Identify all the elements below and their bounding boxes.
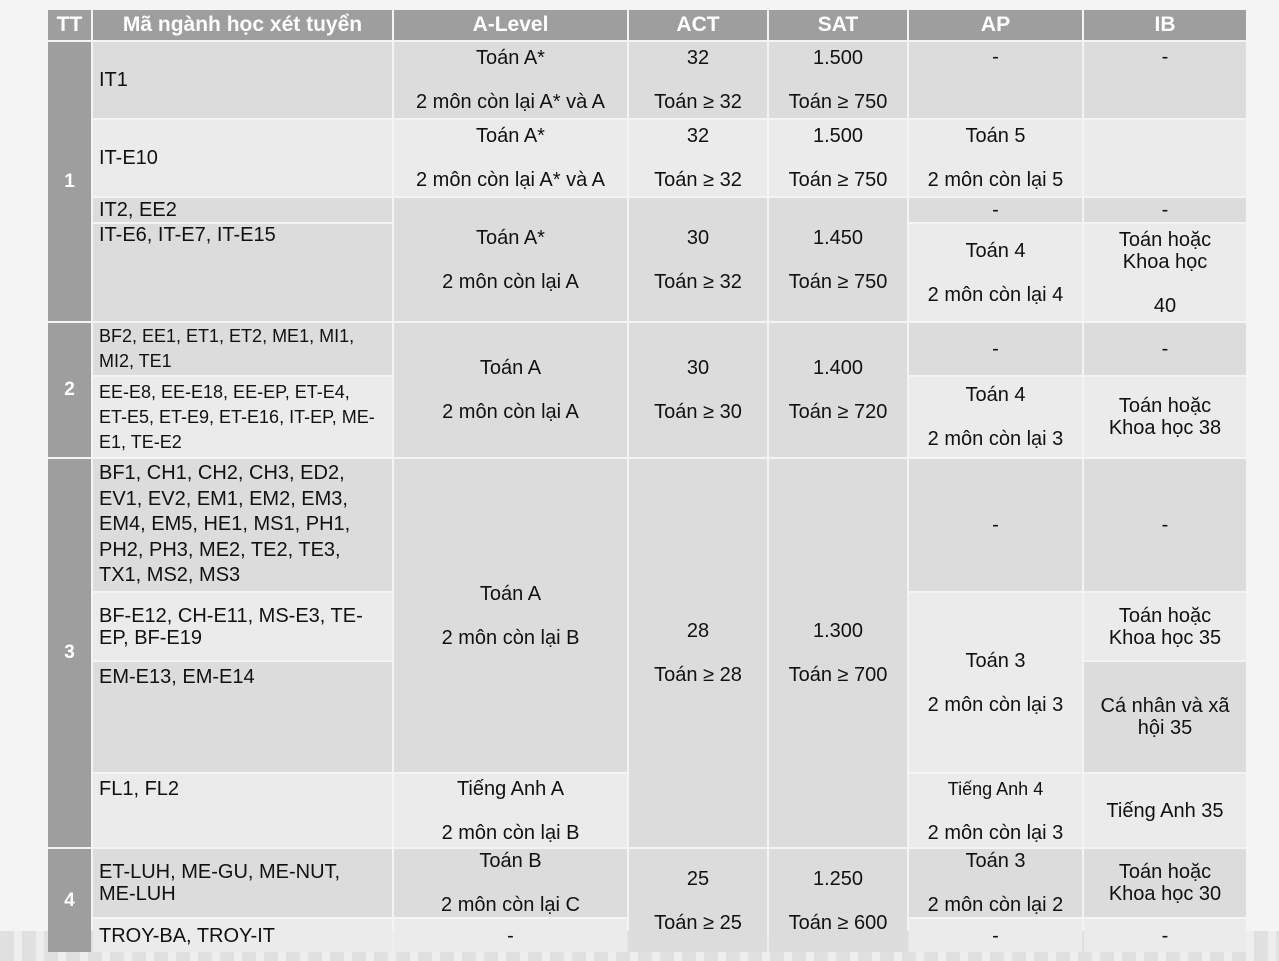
- ap-requirement: -: [992, 199, 999, 221]
- alevel-other: 2 môn còn lại A: [442, 401, 579, 423]
- ap-other: 2 môn còn lại 4: [927, 283, 1064, 306]
- ap-requirement: Toán 3: [965, 850, 1026, 872]
- ap-requirement: Tiếng Anh 4: [947, 778, 1044, 799]
- ib-other: 40: [1153, 294, 1177, 317]
- group-number: 2: [48, 323, 91, 457]
- ap-cell: [909, 849, 1082, 917]
- ib-cell: [1084, 919, 1246, 952]
- group-number: 4: [48, 849, 91, 952]
- ib-requirement: -: [1161, 338, 1169, 360]
- major-cell: IT-E6, IT-E7, IT-E15: [93, 224, 392, 321]
- sat-score: 1.400: [812, 357, 864, 379]
- act-cell: [629, 459, 767, 847]
- major-cell: BF2, EE1, ET1, ET2, ME1, MI1, MI2, TE1: [93, 323, 392, 375]
- act-math: Toán ≥ 32: [654, 270, 742, 293]
- ap-requirement: -: [992, 46, 999, 68]
- major-cell: TROY-BA, TROY-IT: [93, 919, 392, 952]
- act-math: Toán ≥ 30: [654, 401, 742, 423]
- alevel-requirement: Toán A*: [476, 125, 545, 147]
- header-ib: IB: [1084, 10, 1246, 40]
- ap-requirement: Toán 4: [965, 384, 1026, 406]
- ib-cell: [1084, 120, 1246, 196]
- sat-math: Toán ≥ 750: [788, 169, 888, 191]
- alevel-requirement: Toán A*: [476, 226, 545, 249]
- alevel-cell: [394, 42, 627, 118]
- act-score: 32: [686, 47, 710, 69]
- ap-other: 2 môn còn lại 5: [927, 169, 1064, 191]
- act-score: 25: [686, 867, 710, 890]
- ib-cell: [1084, 42, 1246, 118]
- ap-requirement: Toán 4: [965, 239, 1026, 262]
- sat-cell: [769, 198, 907, 321]
- alevel-cell: [394, 919, 627, 952]
- ib-requirement: Toán hoặc Khoa học 38: [1108, 395, 1222, 439]
- ib-cell: [1084, 774, 1246, 847]
- group-number: 1: [48, 42, 91, 321]
- alevel-other: 2 môn còn lại A: [442, 270, 579, 293]
- sat-cell: [769, 120, 907, 196]
- ib-requirement: Toán hoặc Khoa học: [1118, 228, 1212, 273]
- act-math: Toán ≥ 32: [654, 91, 742, 113]
- alevel-requirement: -: [507, 924, 514, 947]
- sat-cell: [769, 459, 907, 847]
- ap-cell: [909, 42, 1082, 118]
- act-math: Toán ≥ 25: [654, 911, 742, 934]
- act-score: 28: [686, 620, 710, 642]
- ap-cell: [909, 774, 1082, 847]
- alevel-cell: [394, 323, 627, 457]
- alevel-requirement: Tiếng Anh A: [456, 777, 565, 800]
- act-score: 30: [686, 226, 710, 249]
- act-score: 30: [686, 357, 710, 379]
- ib-cell: [1084, 377, 1246, 457]
- sat-math: Toán ≥ 750: [788, 270, 888, 293]
- sat-score: 1.450: [812, 226, 864, 249]
- ib-cell: [1084, 593, 1246, 660]
- major-cell: EM-E13, EM-E14: [93, 662, 392, 772]
- alevel-requirement: Toán A: [479, 582, 542, 605]
- ap-cell: [909, 120, 1082, 196]
- sat-score: 1.500: [812, 125, 864, 147]
- ap-requirement: -: [992, 924, 999, 947]
- alevel-other: 2 môn còn lại C: [441, 894, 580, 916]
- alevel-other: 2 môn còn lại A* và A: [415, 169, 605, 191]
- ap-requirement: Toán 5: [965, 125, 1026, 147]
- act-cell: [629, 849, 767, 952]
- header-sat: SAT: [769, 10, 907, 40]
- ib-cell: [1084, 224, 1246, 321]
- ap-other: 2 môn còn lại 3: [927, 693, 1064, 716]
- major-cell: IT-E10: [93, 120, 392, 196]
- alevel-other: 2 môn còn lại A* và A: [415, 91, 605, 113]
- act-math: Toán ≥ 32: [654, 169, 742, 191]
- ib-requirement: -: [1161, 924, 1169, 947]
- ib-requirement: -: [1161, 46, 1169, 68]
- act-score: 32: [686, 125, 710, 147]
- ap-other: 2 môn còn lại 3: [927, 428, 1064, 450]
- header-ap: AP: [909, 10, 1082, 40]
- ib-requirement: -: [1161, 514, 1169, 536]
- ap-requirement: -: [992, 514, 999, 536]
- alevel-requirement: Toán A*: [476, 47, 545, 69]
- ib-cell: [1084, 459, 1246, 591]
- sat-score: 1.300: [812, 620, 864, 642]
- ap-requirement: Toán 3: [965, 649, 1026, 672]
- major-cell: FL1, FL2: [93, 774, 392, 847]
- major-cell: ET-LUH, ME-GU, ME-NUT, ME-LUH: [93, 849, 392, 917]
- sat-math: Toán ≥ 600: [788, 911, 888, 934]
- alevel-cell: [394, 198, 627, 321]
- alevel-cell: [394, 459, 627, 772]
- ib-requirement: -: [1161, 199, 1169, 221]
- act-cell: [629, 198, 767, 321]
- ib-cell: [1084, 323, 1246, 375]
- ib-requirement: Toán hoặc Khoa học 35: [1108, 604, 1222, 649]
- act-math: Toán ≥ 28: [654, 664, 742, 686]
- ib-requirement: Cá nhân và xã hội 35: [1100, 695, 1230, 739]
- ap-cell: [909, 323, 1082, 375]
- alevel-cell: [394, 849, 627, 917]
- sat-cell: [769, 42, 907, 118]
- header-alevel: A-Level: [394, 10, 627, 40]
- alevel-cell: [394, 120, 627, 196]
- major-cell: IT2, EE2: [93, 198, 392, 222]
- ap-cell: [909, 198, 1082, 222]
- sat-cell: [769, 323, 907, 457]
- ib-requirement: Tiếng Anh 35: [1106, 799, 1224, 822]
- act-cell: [629, 323, 767, 457]
- alevel-other: 2 môn còn lại B: [441, 821, 580, 844]
- ib-cell: [1084, 662, 1246, 772]
- group-number: 3: [48, 459, 91, 847]
- header-major: Mã ngành học xét tuyển: [93, 10, 392, 40]
- alevel-requirement: Toán B: [479, 850, 542, 872]
- sat-score: 1.500: [812, 47, 864, 69]
- ib-requirement: Toán hoặc Khoa học 30: [1108, 861, 1222, 905]
- act-cell: [629, 120, 767, 196]
- sat-score: 1.250: [812, 867, 864, 890]
- sat-math: Toán ≥ 750: [788, 91, 888, 113]
- alevel-cell: [394, 774, 627, 847]
- sat-math: Toán ≥ 700: [788, 664, 888, 686]
- ap-requirement: -: [992, 338, 999, 360]
- ap-cell: [909, 459, 1082, 591]
- major-cell: BF-E12, CH-E11, MS-E3, TE-EP, BF-E19: [93, 593, 392, 660]
- alevel-other: 2 môn còn lại B: [441, 626, 580, 649]
- major-cell: EE-E8, EE-E18, EE-EP, ET-E4, ET-E5, ET-E9, ET-E16, IT-EP, ME-E1, TE-E2: [93, 377, 392, 457]
- ap-cell: [909, 919, 1082, 952]
- alevel-requirement: Toán A: [479, 357, 542, 379]
- ib-cell: [1084, 849, 1246, 917]
- ap-cell: [909, 593, 1082, 772]
- major-cell: BF1, CH1, CH2, CH3, ED2, EV1, EV2, EM1, EM2, EM3, EM4, EM5, HE1, MS1, PH1, PH2, PH3, ME2, TE2, TE3, TX1, MS2, MS3: [93, 459, 392, 591]
- header-act: ACT: [629, 10, 767, 40]
- sat-math: Toán ≥ 720: [788, 401, 888, 423]
- ap-other: 2 môn còn lại 3: [927, 821, 1064, 844]
- major-cell: IT1: [93, 42, 392, 118]
- ap-cell: [909, 224, 1082, 321]
- ap-other: 2 môn còn lại 2: [927, 894, 1064, 916]
- sat-cell: [769, 849, 907, 952]
- act-cell: [629, 42, 767, 118]
- ib-cell: [1084, 198, 1246, 222]
- ap-cell: [909, 377, 1082, 457]
- header-tt: TT: [48, 10, 91, 40]
